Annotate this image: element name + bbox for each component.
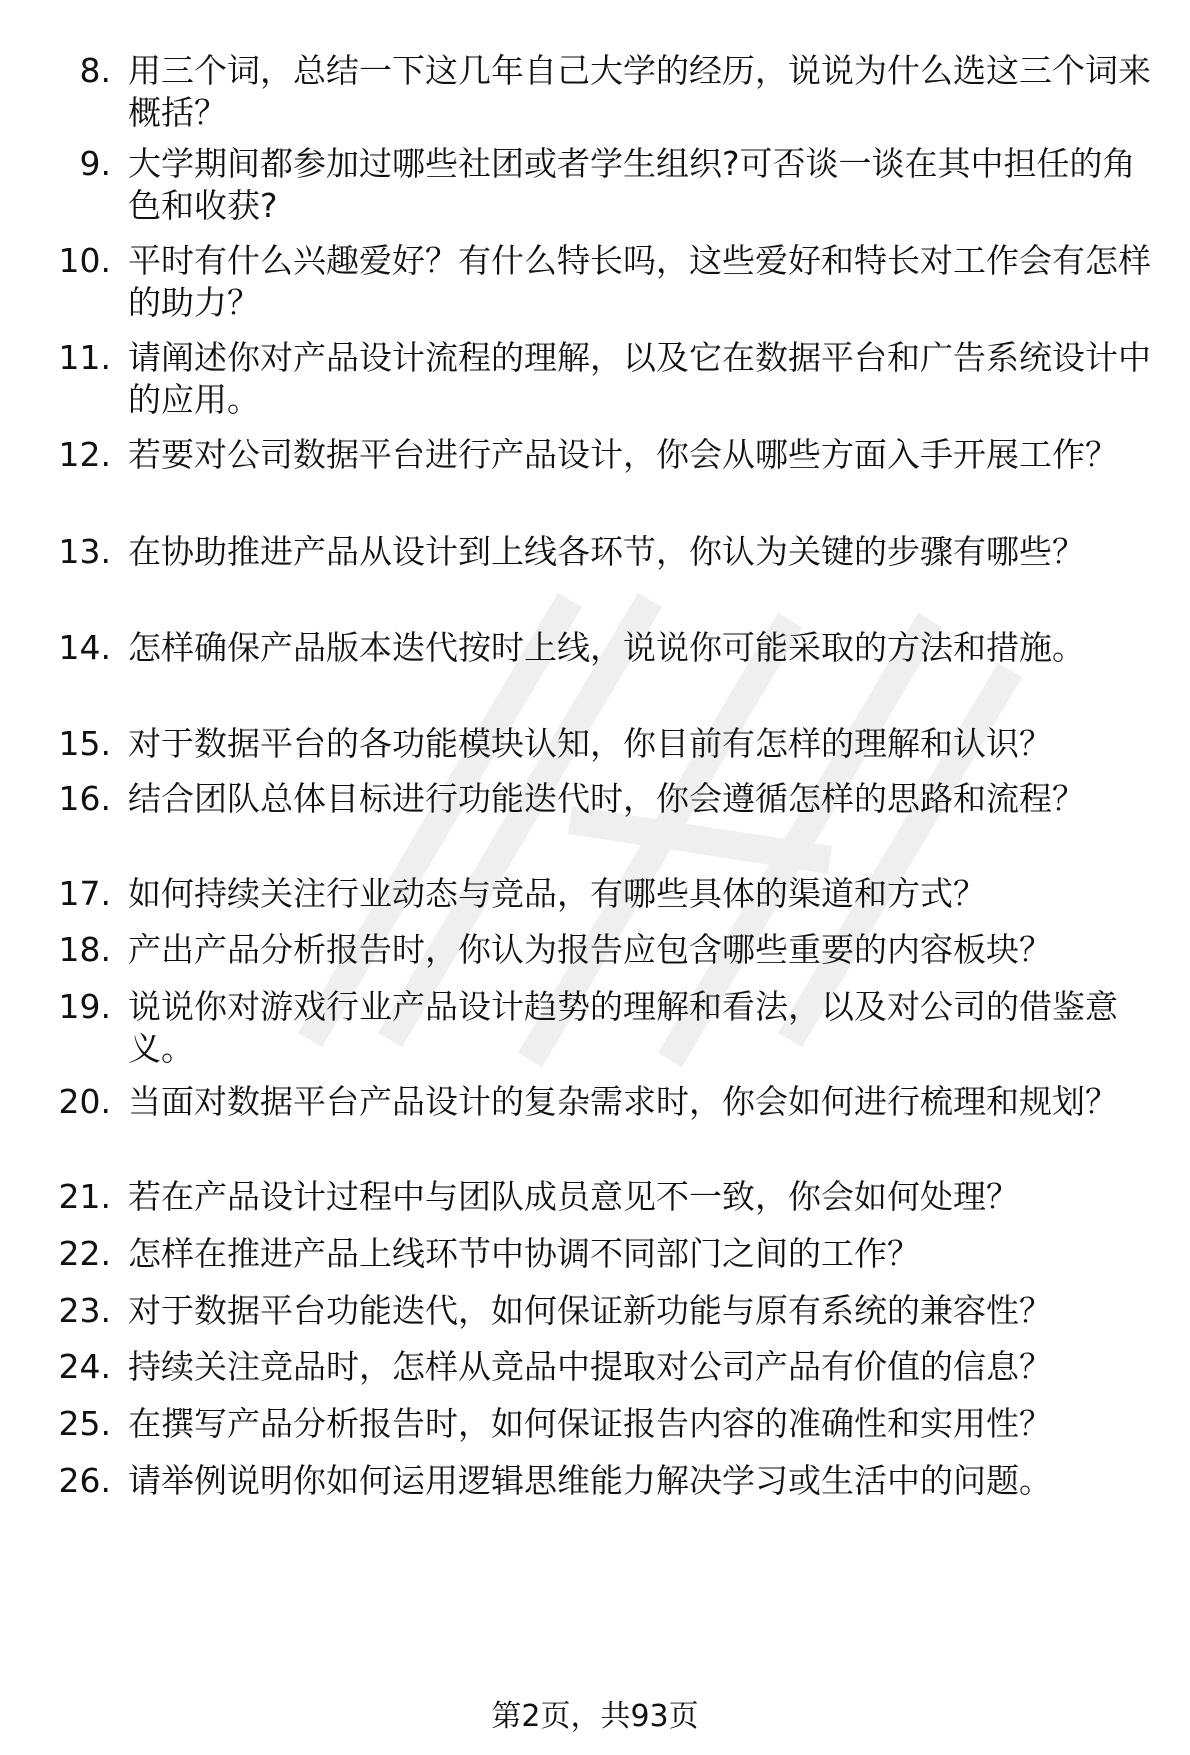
question-number: 9. — [79, 144, 111, 183]
question-number: 8. — [79, 51, 111, 90]
question-text: 在协助推进产品从设计到上线各环节，你认为关键的步骤有哪些？ — [128, 532, 1085, 571]
question-text: 对于数据平台的各功能模块认知，你目前有怎样的理解和认识？ — [128, 724, 1052, 763]
question-text: 说说你对游戏行业产品设计趋势的理解和看法，以及对公司的借鉴意义。 — [128, 987, 1118, 1068]
question-text: 结合团队总体目标进行功能迭代时，你会遵循怎样的思路和流程？ — [128, 779, 1085, 818]
question-number: 10. — [58, 241, 111, 280]
question-number: 19. — [58, 987, 111, 1026]
question-number: 11. — [58, 338, 111, 377]
question-number: 25. — [58, 1404, 111, 1443]
question-text: 当面对数据平台产品设计的复杂需求时，你会如何进行梳理和规划？ — [128, 1082, 1118, 1121]
question-text: 请阐述你对产品设计流程的理解，以及它在数据平台和广告系统设计中的应用。 — [128, 338, 1151, 419]
question-text: 怎样在推进产品上线环节中协调不同部门之间的工作？ — [128, 1234, 920, 1273]
question-text: 用三个词，总结一下这几年自己大学的经历，说说为什么选这三个词来概括？ — [128, 51, 1151, 132]
question-number: 20. — [58, 1082, 111, 1121]
question-number: 12. — [58, 435, 111, 474]
question-text: 在撰写产品分析报告时，如何保证报告内容的准确性和实用性？ — [128, 1404, 1052, 1443]
question-number: 17. — [58, 874, 111, 913]
question-number: 16. — [58, 779, 111, 818]
question-text: 若在产品设计过程中与团队成员意见不一致，你会如何处理？ — [128, 1177, 1019, 1216]
question-number: 14. — [58, 628, 111, 667]
question-text: 平时有什么兴趣爱好？有什么特长吗，这些爱好和特长对工作会有怎样的助力？ — [128, 241, 1151, 322]
question-number: 23. — [58, 1291, 111, 1330]
question-text: 怎样确保产品版本迭代按时上线，说说你可能采取的方法和措施。 — [128, 628, 1085, 667]
question-number: 21. — [58, 1177, 111, 1216]
question-text: 如何持续关注行业动态与竞品，有哪些具体的渠道和方式？ — [128, 874, 986, 913]
question-number: 22. — [58, 1234, 111, 1273]
question-number: 24. — [58, 1347, 111, 1386]
question-text: 持续关注竞品时，怎样从竞品中提取对公司产品有价值的信息？ — [128, 1347, 1052, 1386]
question-text: 若要对公司数据平台进行产品设计，你会从哪些方面入手开展工作？ — [128, 435, 1118, 474]
question-text: 请举例说明你如何运用逻辑思维能力解决学习或生活中的问题。 — [128, 1461, 1052, 1500]
question-number: 15. — [58, 724, 111, 763]
question-number: 13. — [58, 532, 111, 571]
question-number: 26. — [58, 1461, 111, 1500]
page-footer: 第2页，共93页 — [491, 1699, 699, 1734]
question-text: 产出产品分析报告时，你认为报告应包含哪些重要的内容板块？ — [128, 930, 1052, 969]
question-text: 对于数据平台功能迭代，如何保证新功能与原有系统的兼容性？ — [128, 1291, 1052, 1330]
question-text: 大学期间都参加过哪些社团或者学生组织?可否谈一谈在其中担任的角色和收获? — [128, 144, 1136, 225]
question-number: 18. — [58, 930, 111, 969]
